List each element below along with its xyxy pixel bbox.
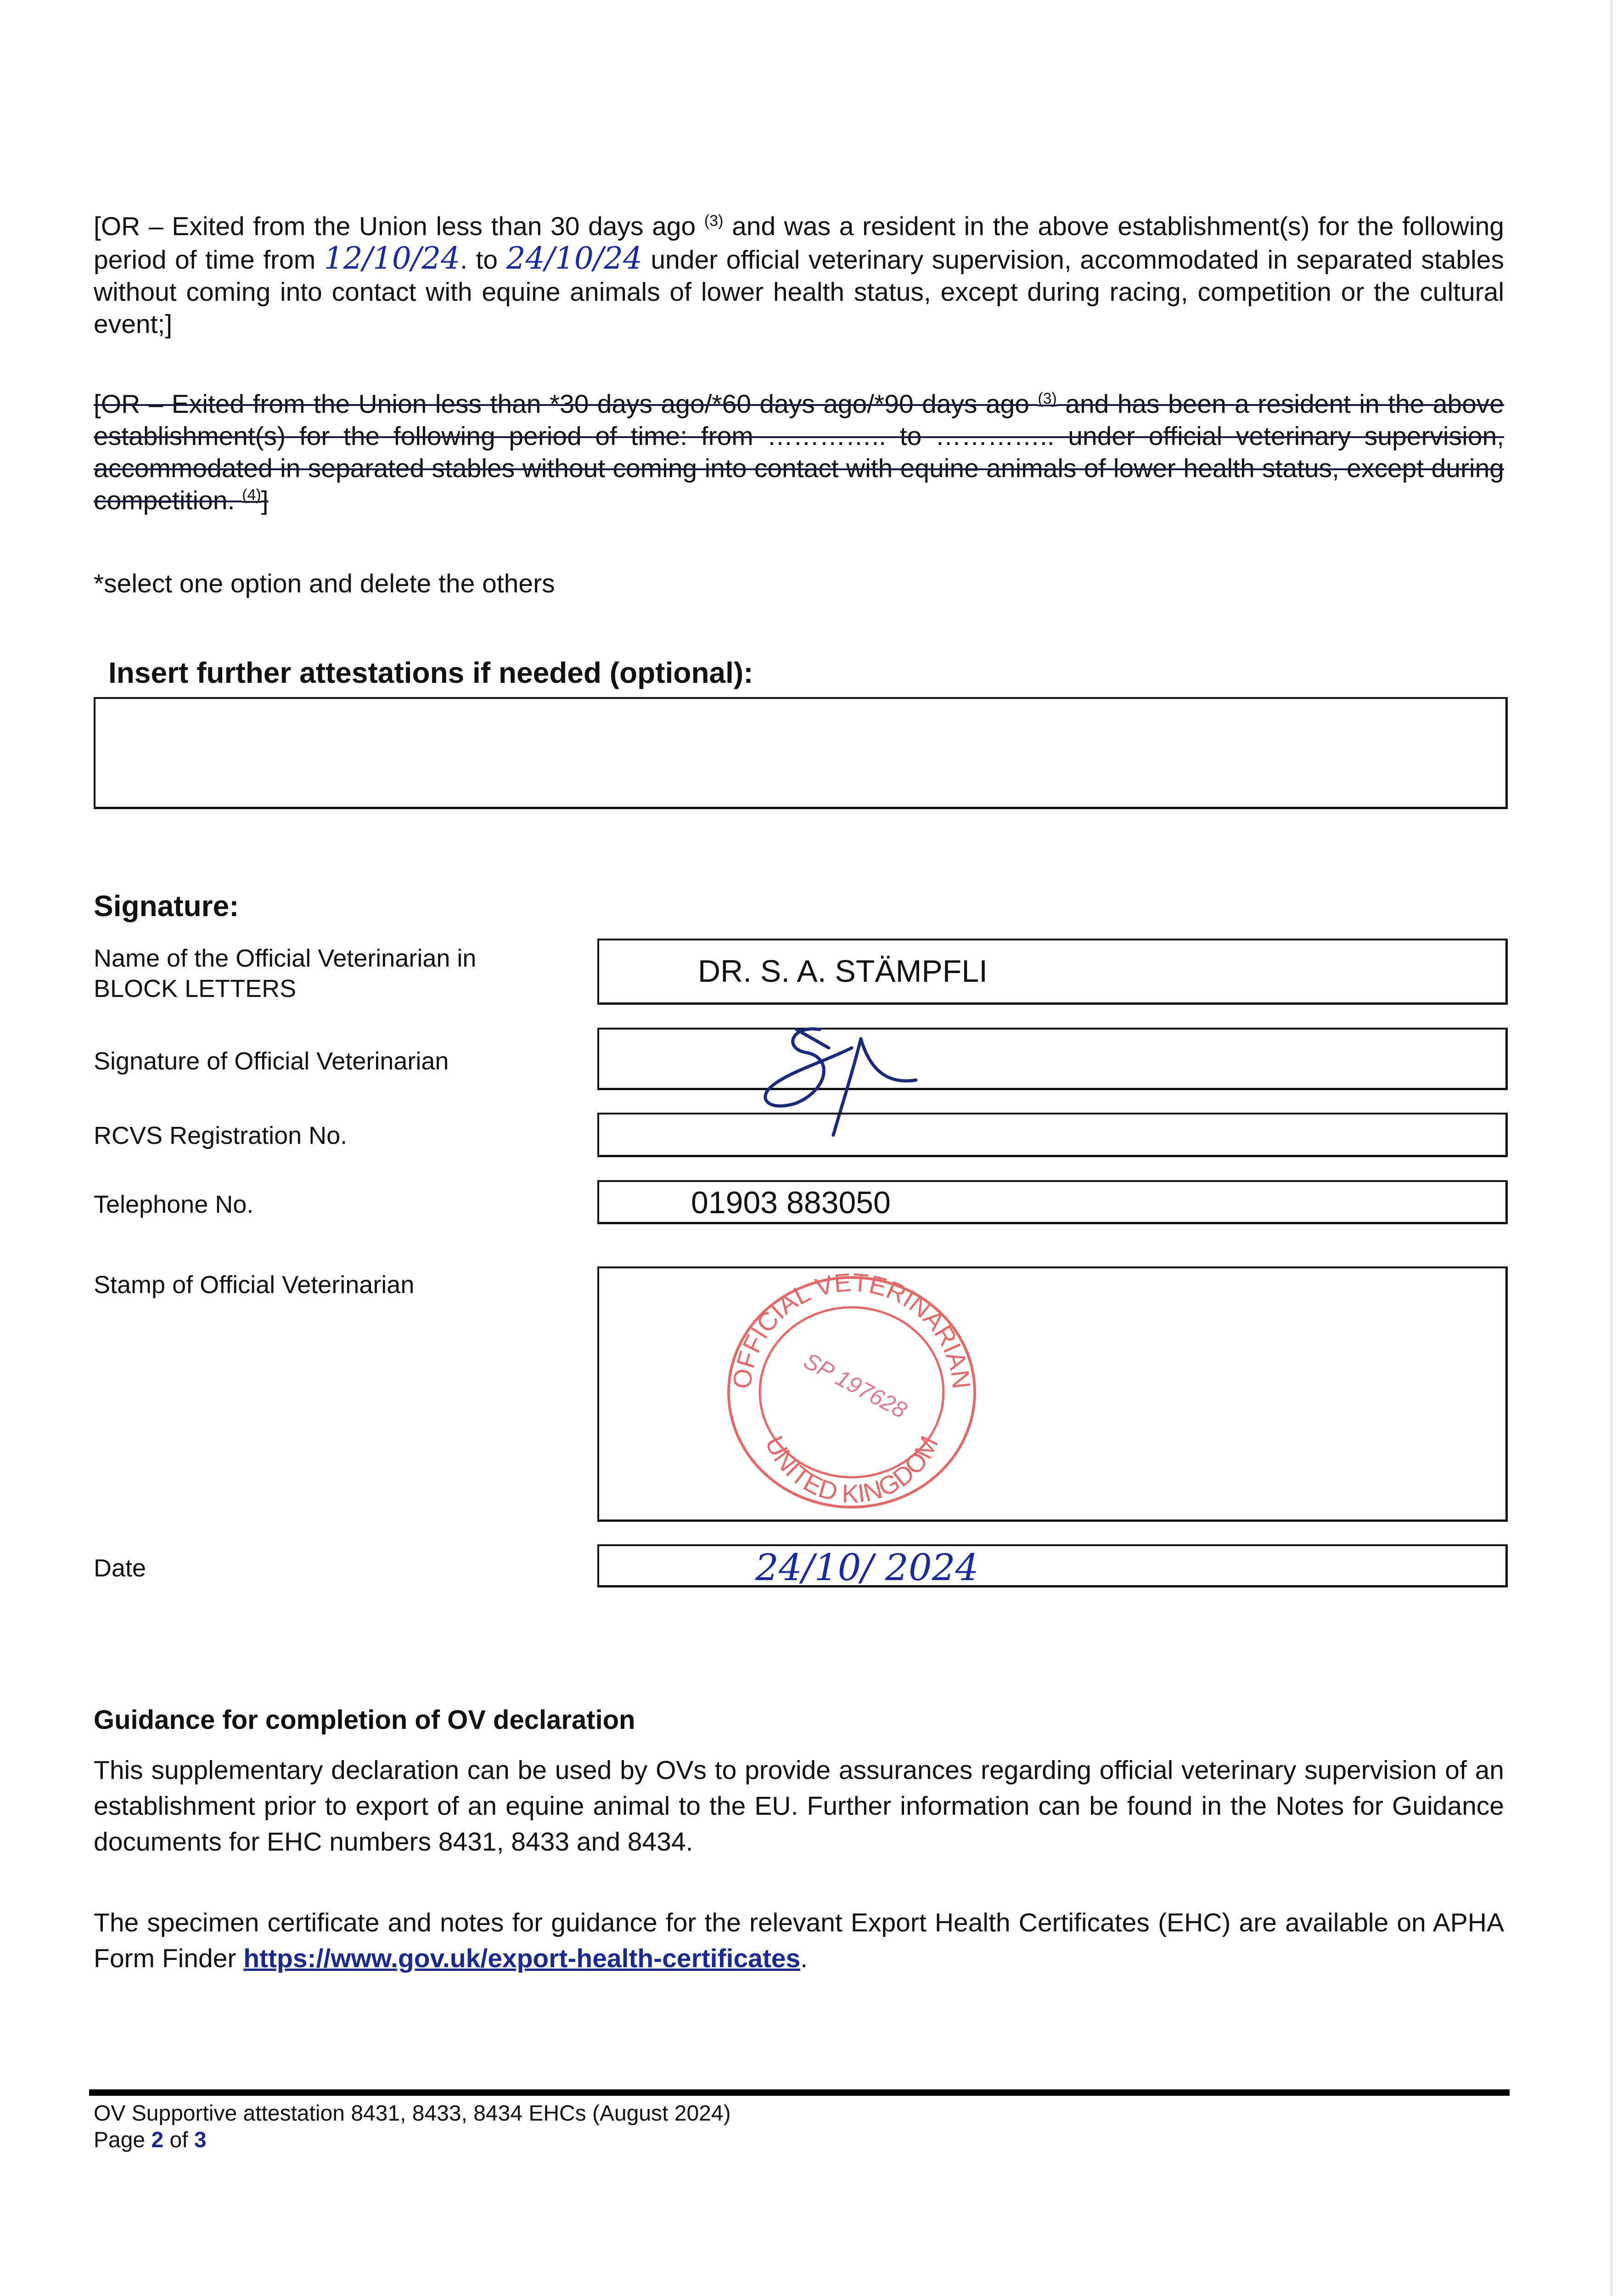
further-attestations-heading: Insert further attestations if needed (optional): [108, 656, 753, 689]
official-veterinarian-stamp [723, 1273, 980, 1512]
svg-text:UNITED KINGDOM: UNITED KINGDOM [759, 1431, 944, 1508]
text: and was a resident in the above establishment(s) for the following period of time from [94, 212, 1504, 275]
handwritten-date: 24/10/ 2024 [755, 1546, 979, 1589]
text: . to [460, 245, 498, 275]
scan-edge [1611, 0, 1612, 2296]
signature-field[interactable] [597, 1028, 1508, 1090]
name-value: DR. S. A. STÄMPFLI [698, 954, 988, 989]
name-field[interactable] [597, 939, 1508, 1005]
svg-text:SP 197628: SP 197628 [799, 1347, 911, 1424]
rcvs-field[interactable] [597, 1113, 1508, 1157]
telephone-label: Telephone No. [94, 1191, 254, 1218]
text: . [800, 1944, 808, 1973]
text: Page [94, 2128, 146, 2152]
text: of [169, 2128, 188, 2152]
telephone-field[interactable] [597, 1180, 1508, 1224]
svg-text:OFFICIAL VETERINARIAN: OFFICIAL VETERINARIAN [727, 1273, 977, 1390]
current-page: 2 [151, 2128, 164, 2152]
date-field[interactable] [597, 1544, 1508, 1587]
option-a-paragraph [94, 210, 1504, 340]
signature-label: Signature of Official Veterinarian [94, 1047, 449, 1075]
footer-rule [89, 2089, 1510, 2096]
footnote-ref: (3) [704, 212, 724, 230]
text: [OR – Exited from the Union less than *30 days ago/*60 days ago/*90 days ago [94, 389, 1029, 419]
handwritten-date-to: 24/10/24 [506, 241, 642, 276]
rcvs-label: RCVS Registration No. [94, 1122, 348, 1149]
guidance-heading: Guidance for completion of OV declaration [94, 1705, 635, 1735]
text: under official veterinary supervision, accommodated in separated stables without coming into contact with equine animals of lower health status, except during racing, competition or the cultural event;] [94, 245, 1504, 339]
text: and has been a resident in the above establishment(s) for the following period of time: from ………….. to ………….. under official veterinary supervision, accommodated in separated stables without coming into contact with equine animals of lower health status, except during competition. [94, 389, 1505, 515]
footnote-ref: (3) [1038, 390, 1057, 407]
signature-heading: Signature: [94, 889, 239, 923]
footer-title: OV Supportive attestation 8431, 8433, 8434 EHCs (August 2024) [94, 2101, 731, 2126]
page-number [94, 2127, 207, 2154]
option-b-paragraph-struck [94, 388, 1504, 517]
select-note: *select one option and delete the others [94, 569, 555, 598]
guidance-paragraph-2 [94, 1905, 1504, 1976]
stamp-field[interactable] [597, 1266, 1508, 1522]
handwritten-date-from: 12/10/24 [324, 241, 461, 276]
stamp-label: Stamp of Official Veterinarian [94, 1271, 415, 1299]
total-pages: 3 [194, 2128, 207, 2152]
text: The specimen certificate and notes for guidance for the relevant Export Health Certificates (EHC) are available on APHA Form Finder [94, 1908, 1504, 1973]
text: [OR – Exited from the Union less than 30 days ago [94, 212, 696, 241]
date-label: Date [94, 1554, 146, 1582]
text: ] [261, 486, 269, 515]
name-label: Name of the Official Veterinarian in BLOCK LETTERS [94, 945, 477, 1002]
telephone-value: 01903 883050 [691, 1185, 891, 1220]
further-attestations-field[interactable] [94, 697, 1508, 809]
guidance-paragraph-1: This supplementary declaration can be used by OVs to provide assurances regarding official veterinary supervision of an establishment prior to export of an equine animal to the EU. Further information can be found in the Notes for Guidance documents for EHC numbers 8431, 8433 and 8434. [94, 1756, 1504, 1857]
footnote-ref: (4) [242, 486, 261, 504]
export-health-certificates-link[interactable]: https://www.gov.uk/export-health-certificates [243, 1944, 801, 1973]
